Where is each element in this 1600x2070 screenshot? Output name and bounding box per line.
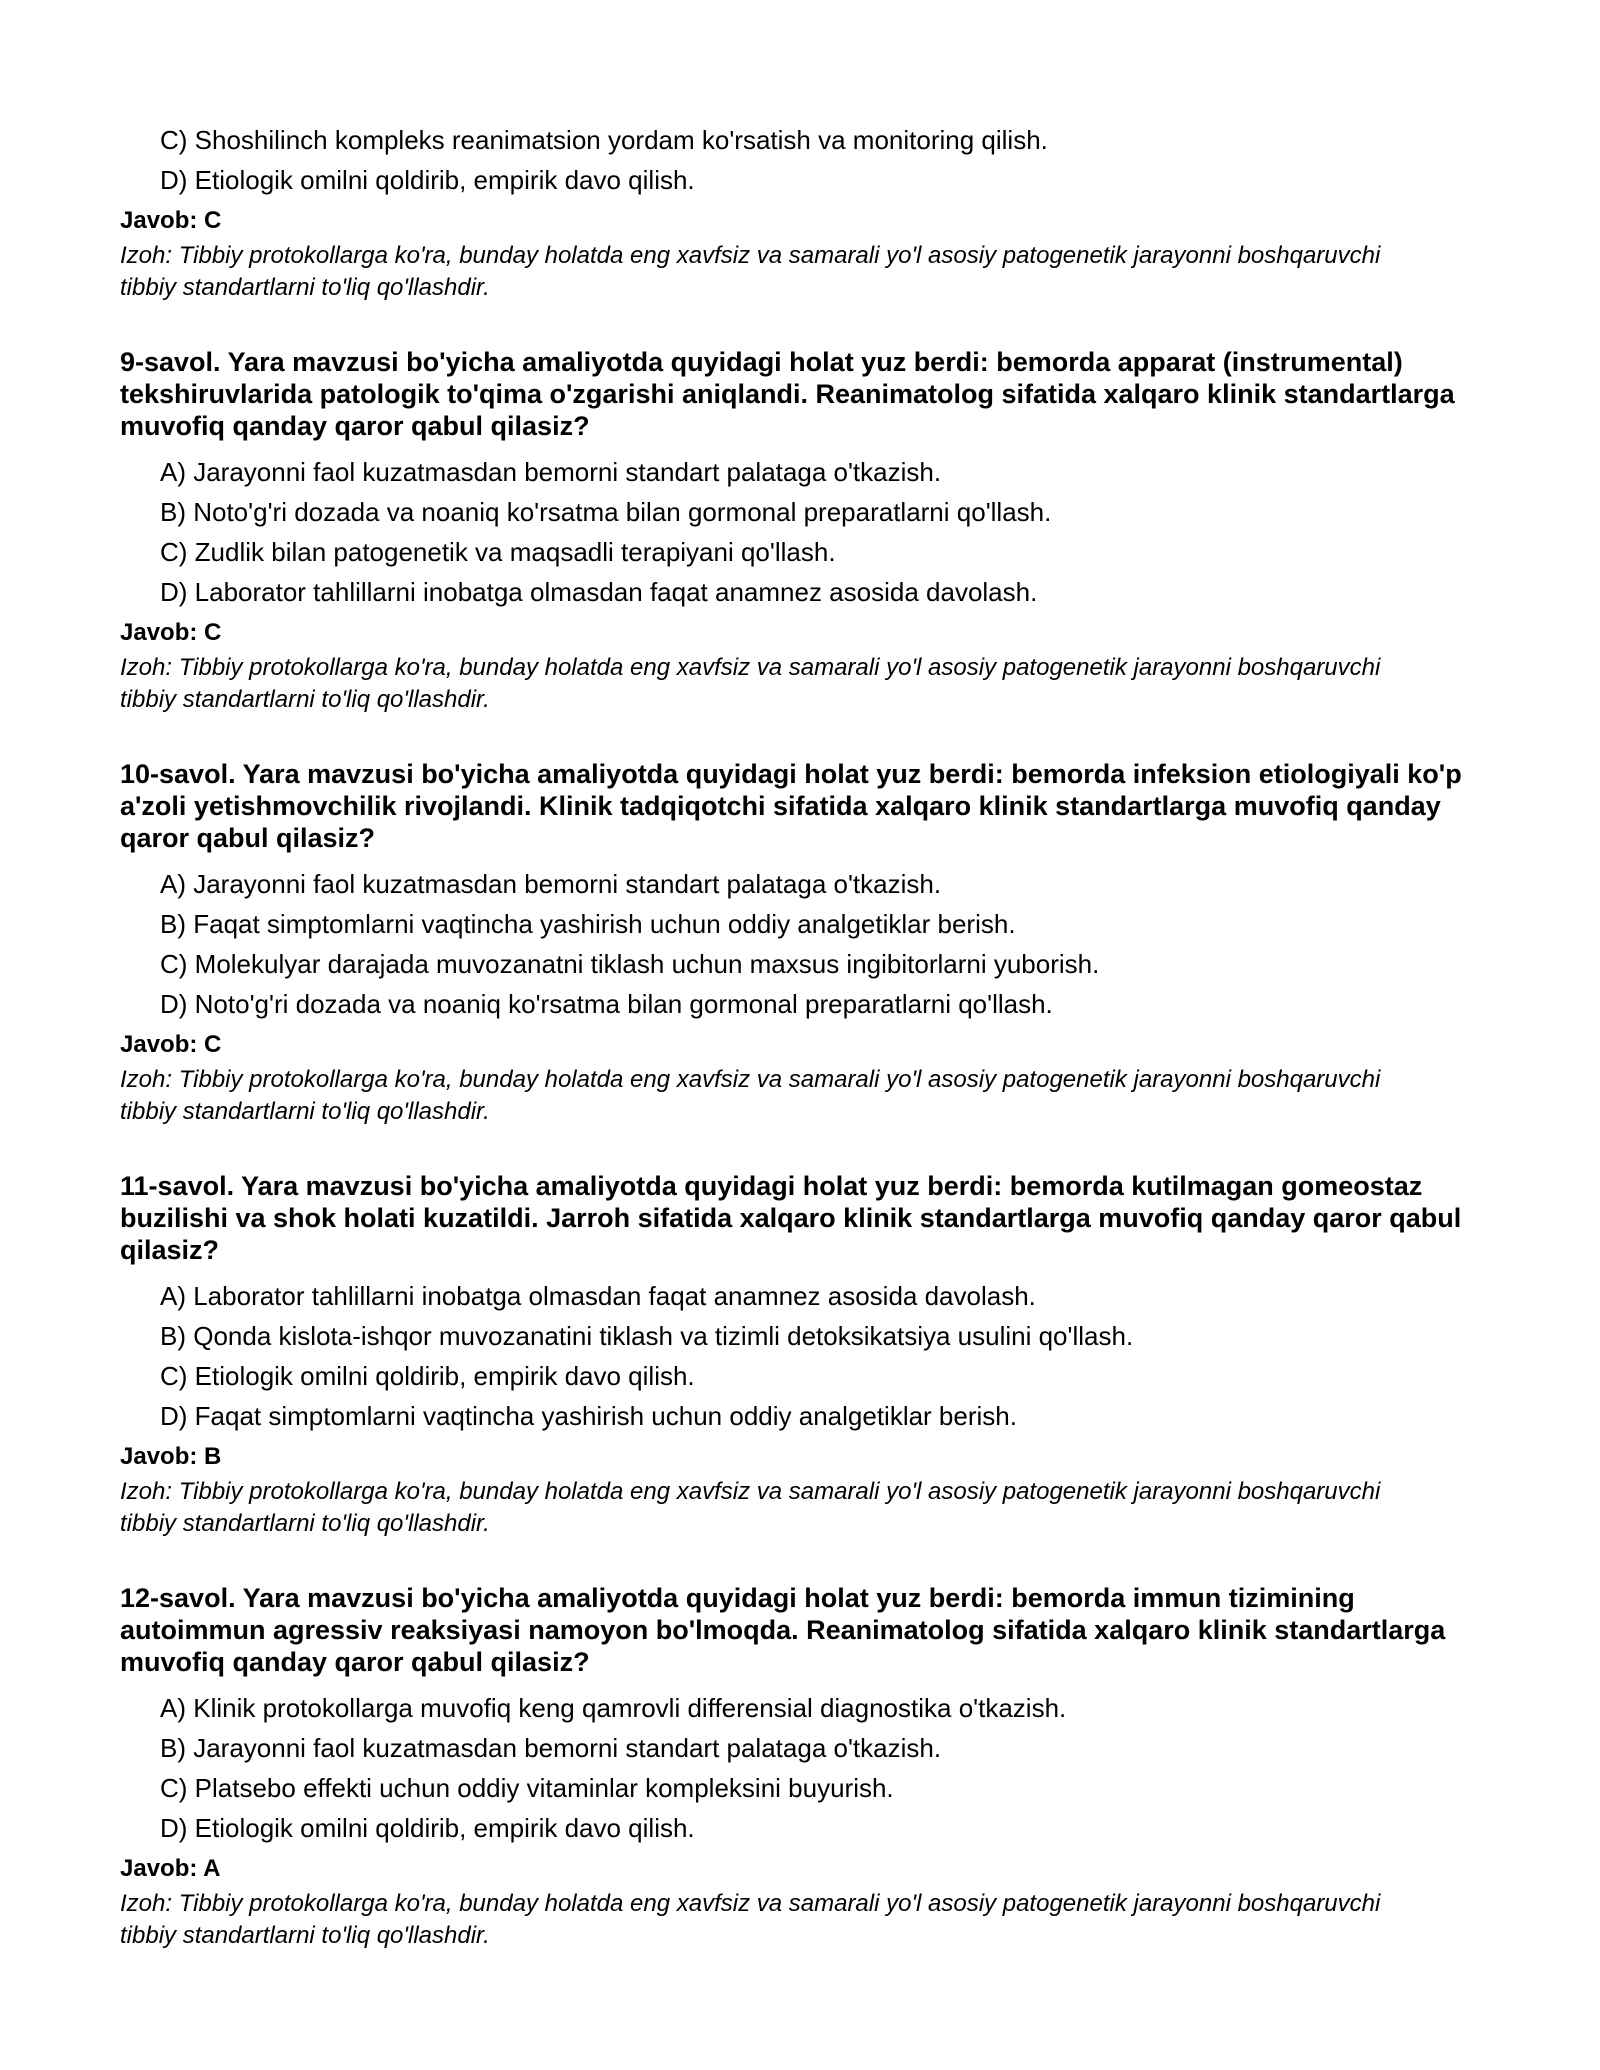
option-item: A) Jarayonni faol kuzatmasdan bemorni standart palataga o'tkazish. <box>160 869 942 899</box>
option-item: D) Etiologik omilni qoldirib, empirik davo qilish. <box>160 165 695 195</box>
option-item: B) Qonda kislota-ishqor muvozanatini tiklash va tizimli detoksikatsiya usulini qo'llash. <box>160 1321 1134 1351</box>
option-item: C) Zudlik bilan patogenetik va maqsadli terapiyani qo'llash. <box>160 537 836 567</box>
option-item: D) Noto'g'ri dozada va noaniq ko'rsatma bilan gormonal preparatlarni qo'llash. <box>160 989 1053 1019</box>
option-item: C) Shoshilinch kompleks reanimatsion yordam ko'rsatish va monitoring qilish. <box>160 125 1048 155</box>
question-block-11 <box>120 1170 1480 1540</box>
answer-label: Javob: C <box>120 207 222 234</box>
explanation-note: Izoh: Tibbiy protokollarga ko'ra, bunday holatda eng xavfsiz va samarali yo'l asosiy patogenetik jarayonni boshqaruvchi tibbiy standartlarni to'liq qo'llashdir. <box>120 1066 1381 1125</box>
answer-label: Javob: C <box>120 1031 222 1058</box>
option-item: D) Etiologik omilni qoldirib, empirik davo qilish. <box>160 1813 695 1843</box>
question-block-9 <box>120 346 1480 716</box>
option-item: B) Noto'g'ri dozada va noaniq ko'rsatma bilan gormonal preparatlarni qo'llash. <box>160 497 1052 527</box>
answer-label: Javob: C <box>120 619 222 646</box>
question-title: 11-savol. Yara mavzusi bo'yicha amaliyotda quyidagi holat yuz berdi: bemorda kutilmagan gomeostaz buzilishi va shok holati kuzatildi. Jarroh sifatida xalqaro klinik standartlarga muvofiq qanday qaror qabul qilasiz? <box>120 1171 1462 1265</box>
option-item: C) Molekulyar darajada muvozanatni tiklash uchun maxsus ingibitorlarni yuborish. <box>160 949 1100 979</box>
option-item: C) Platsebo effekti uchun oddiy vitaminlar kompleksini buyurish. <box>160 1773 894 1803</box>
explanation-note: Izoh: Tibbiy protokollarga ko'ra, bunday holatda eng xavfsiz va samarali yo'l asosiy patogenetik jarayonni boshqaruvchi tibbiy standartlarni to'liq qo'llashdir. <box>120 242 1381 301</box>
explanation-note: Izoh: Tibbiy protokollarga ko'ra, bunday holatda eng xavfsiz va samarali yo'l asosiy patogenetik jarayonni boshqaruvchi tibbiy standartlarni to'liq qo'llashdir. <box>120 1890 1381 1949</box>
option-item: B) Jarayonni faol kuzatmasdan bemorni standart palataga o'tkazish. <box>160 1733 942 1763</box>
option-item: A) Klinik protokollarga muvofiq keng qamrovli differensial diagnostika o'tkazish. <box>160 1693 1067 1723</box>
option-item: A) Laborator tahlillarni inobatga olmasdan faqat anamnez asosida davolash. <box>160 1281 1036 1311</box>
question-title: 12-savol. Yara mavzusi bo'yicha amaliyotda quyidagi holat yuz berdi: bemorda immun tizimining autoimmun agressiv reaksiyasi namoyon bo'lmoqda. Reanimatolog sifatida xalqaro klinik standartlarga muvofiq qanday qaror qabul qilasiz? <box>120 1583 1446 1677</box>
question-title: 10-savol. Yara mavzusi bo'yicha amaliyotda quyidagi holat yuz berdi: bemorda infeksion etiologiyali ko'p a'zoli yetishmovchilik rivojlandi. Klinik tadqiqotchi sifatida xalqaro klinik standartlarga muvofiq qanday qaror qabul qilasiz? <box>120 759 1462 853</box>
question-title: 9-savol. Yara mavzusi bo'yicha amaliyotda quyidagi holat yuz berdi: bemorda apparat (instrumental) tekshiruvlarida patologik to'qima o'zgarishi aniqlandi. Reanimatolog sifatida xalqaro klinik standartlarga muvofiq qanday qaror qabul qilasiz? <box>120 347 1455 441</box>
document-page <box>120 120 1480 1952</box>
option-item: A) Jarayonni faol kuzatmasdan bemorni standart palataga o'tkazish. <box>160 457 942 487</box>
question-block-12 <box>120 1582 1480 1952</box>
explanation-note: Izoh: Tibbiy protokollarga ko'ra, bunday holatda eng xavfsiz va samarali yo'l asosiy patogenetik jarayonni boshqaruvchi tibbiy standartlarni to'liq qo'llashdir. <box>120 654 1381 713</box>
option-item: D) Faqat simptomlarni vaqtincha yashirish uchun oddiy analgetiklar berish. <box>160 1401 1017 1431</box>
answer-label: Javob: B <box>120 1443 222 1470</box>
option-item: C) Etiologik omilni qoldirib, empirik davo qilish. <box>160 1361 695 1391</box>
continuation-block <box>120 120 1480 304</box>
question-block-10 <box>120 758 1480 1128</box>
explanation-note: Izoh: Tibbiy protokollarga ko'ra, bunday holatda eng xavfsiz va samarali yo'l asosiy patogenetik jarayonni boshqaruvchi tibbiy standartlarni to'liq qo'llashdir. <box>120 1478 1381 1537</box>
answer-label: Javob: A <box>120 1855 221 1882</box>
option-item: B) Faqat simptomlarni vaqtincha yashirish uchun oddiy analgetiklar berish. <box>160 909 1016 939</box>
option-item: D) Laborator tahlillarni inobatga olmasdan faqat anamnez asosida davolash. <box>160 577 1038 607</box>
